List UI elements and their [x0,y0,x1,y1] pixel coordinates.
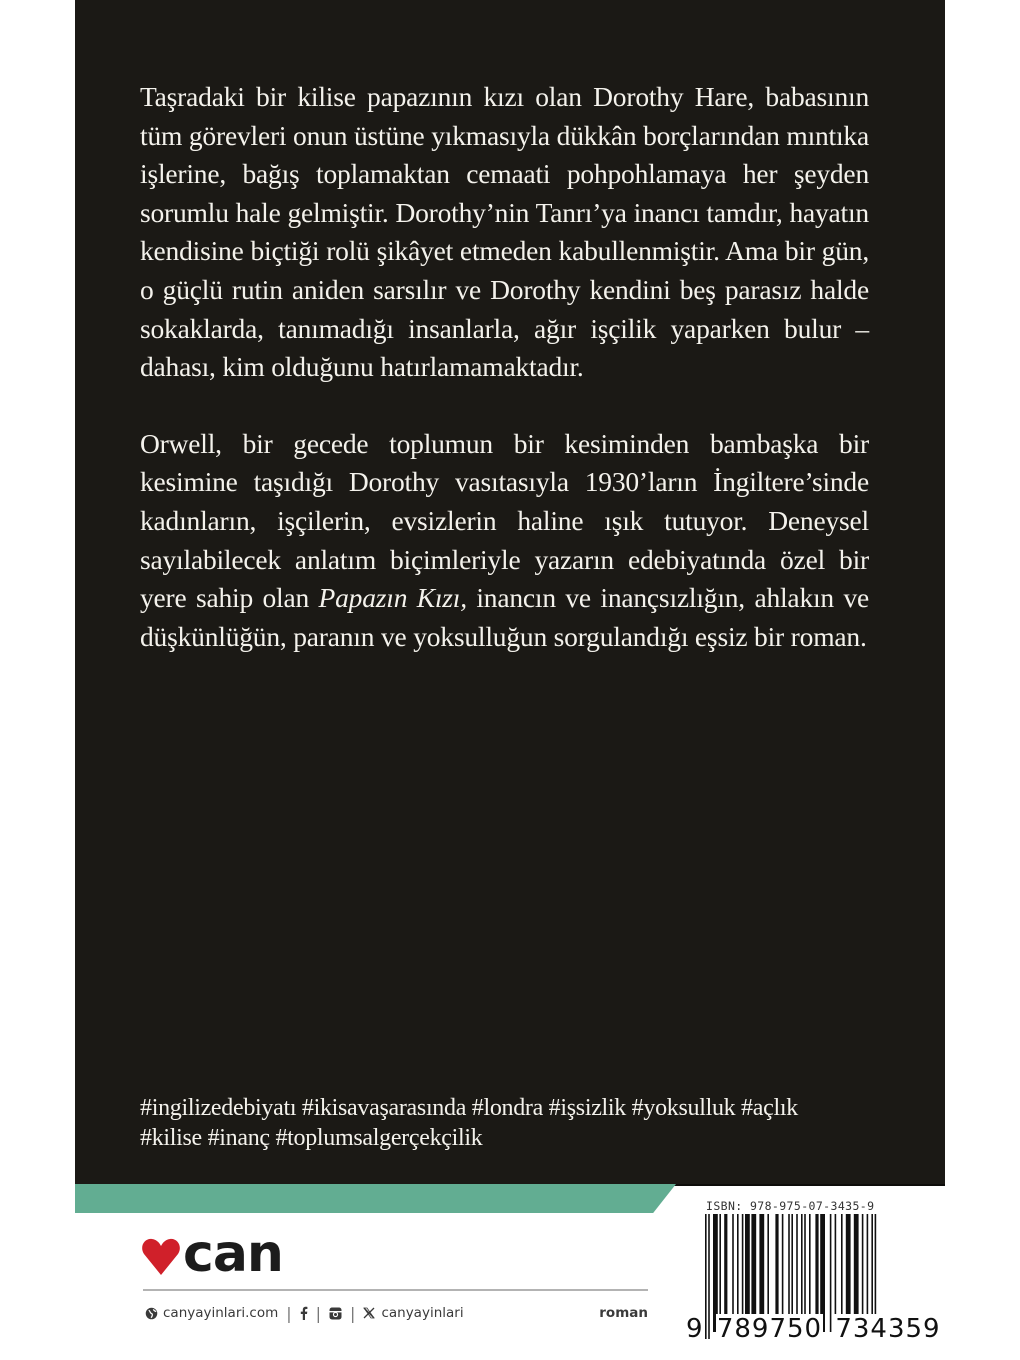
website-link[interactable]: canyayinlari.com [163,1305,279,1321]
blurb-paragraph-2 [140,425,869,657]
publisher-logo [141,1224,283,1284]
barcode-lead-digit: 9 [686,1314,704,1344]
publisher-wordmark: can [183,1224,283,1284]
x-twitter-icon[interactable] [363,1307,375,1319]
footer-divider [143,1289,648,1291]
blurb-text: inancın ve inançsızlığın, ahlakın ve düşkünlüğün, paranın ve yoksulluğun sorgulandığı eşsiz bir roman. [140,582,869,652]
publisher-links [145,1303,464,1323]
globe-icon [145,1307,158,1320]
separator: | [286,1303,292,1323]
facebook-icon[interactable] [300,1306,308,1320]
hashtags-line-2: #kilise #inanç #toplumsalgerçekçilik [140,1125,483,1151]
barcode-digits [685,1316,942,1342]
blurb-text: Orwell, bir gecede toplumun bir kesiminden bambaşka bir kesimine taşıdığı Dorothy vasıtasıyla 1930’ların İngiltere’sinde kadınların, işçilerin, evsizlerin haline ışık tutuyor. Deneysel sayılabilecek anlatım biçimleriyle yazarın edebiyatında özel bir yere sahip olan [140,427,869,614]
x-handle-link[interactable]: canyayinlari [381,1305,464,1321]
separator: | [350,1303,356,1323]
barcode-group-1: 789750 [716,1314,823,1344]
accent-band [75,1184,676,1213]
book-title-italic: Papazın Kızı, [318,582,467,614]
instagram-icon[interactable] [329,1307,342,1320]
separator: | [315,1303,322,1323]
genre-label: roman [599,1305,648,1321]
hashtags-line-1: #ingilizedebiyatı #ikisavaşarasında #londra #işsizlik #yoksulluk #açlık [140,1095,798,1121]
heart-icon [141,1237,181,1277]
book-blurb [140,78,869,656]
hashtags [140,1093,900,1153]
barcode-group-2: 734359 [835,1314,941,1344]
isbn-label: ISBN: 978-975-07-3435-9 [706,1199,875,1213]
blurb-paragraph-1: Taşradaki bir kilise papazının kızı olan Dorothy Hare, babasının tüm görevleri onun üstüne yıkmasıyla dükkân borçlarından mıntıka işlerine, bağış toplamaktan cemaati pohpohlamaya her şeyden sorumlu hale gelmiştir. Dorothy’nin Tanrı’ya inancı tamdır, hayatın kendisine biçtiği rolü şikâyet etmeden kabullenmiştir. Ama bir gün, o güçlü rutin aniden sarsılır ve Dorothy kendini beş parasız halde sokaklarda, tanımadığı insanlarla, ağır işçilik yaparken bulur – dahası, kim olduğunu hatırlamamaktadır. [140,81,869,383]
